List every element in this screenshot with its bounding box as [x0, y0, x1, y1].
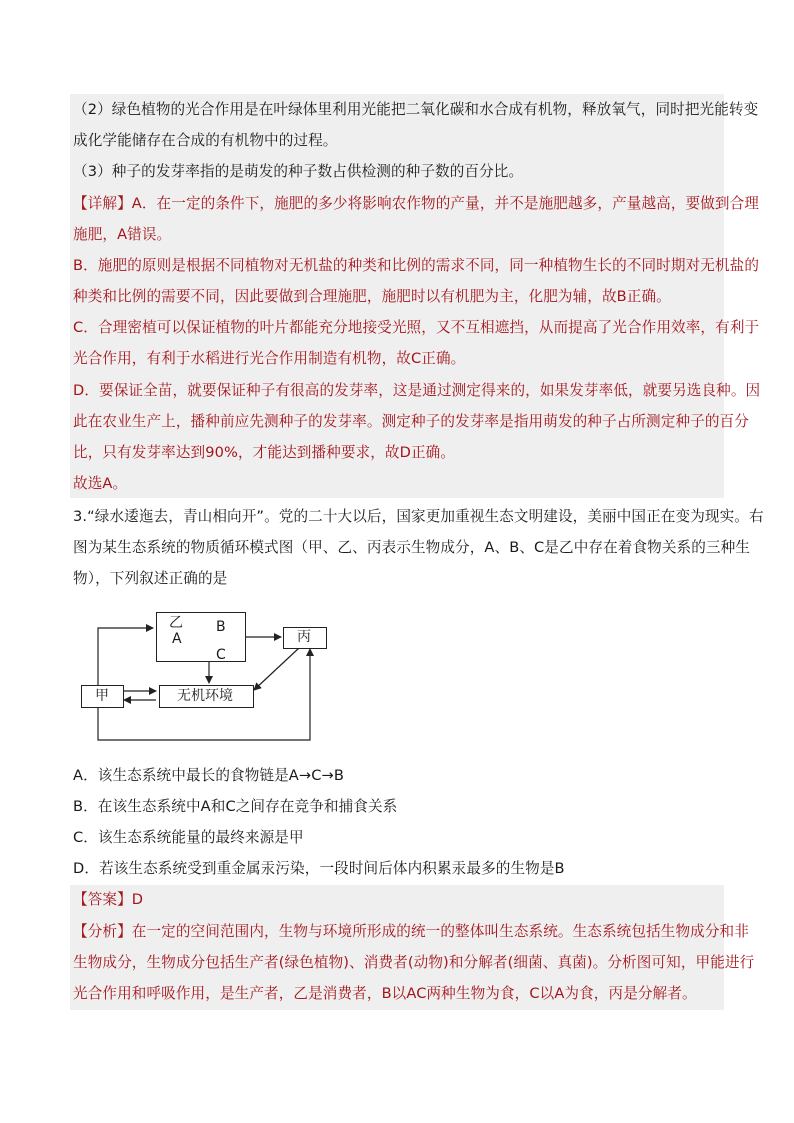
detail-b-line2: 种类和比例的需要不同，因此要做到合理施肥，施肥时以有机肥为主，化肥为辅，故B正确。: [73, 288, 671, 305]
detail-tag: 【详解】: [73, 195, 132, 212]
detail-a-text: A．在一定的条件下，施肥的多少将影响农作物的产量，并不是施肥越多，产量越高，要做到合理: [131, 195, 760, 212]
analysis-line2: 生物成分，生物成分包括生产者(绿色植物)、消费者(动物)和分解者(细菌、真菌)。分析图可知，甲能进行: [73, 954, 755, 971]
label-jia: 甲: [95, 688, 109, 704]
option-c: C．该生态系统能量的最终来源是甲: [73, 829, 304, 846]
label-environment: 无机环境: [177, 688, 233, 704]
node-c: C: [216, 647, 226, 663]
detail-d-line2: 此在农业生产上，播种前应先测种子的发芽率。测定种子的发芽率是指用萌发的种子占所测定种子的百分: [73, 413, 749, 430]
detail-a-line2: 施肥，A错误。: [73, 226, 172, 243]
node-b: B: [216, 619, 226, 635]
analysis-p2-line2: 成化学能储存在合成的有机物中的过程。: [73, 132, 338, 149]
answer-value: D: [131, 891, 144, 908]
analysis-tag: 【分析】: [73, 923, 132, 940]
analysis-line1: [73, 922, 749, 942]
detail-d-line3: 比，只有发芽率达到90%，才能达到播种要求，故D正确。: [73, 444, 456, 461]
answer-tag: 【答案】: [73, 891, 132, 908]
option-a: A．该生态系统中最长的食物链是A→C→B: [73, 767, 344, 784]
detail-c-line2: 光合作用，有利于水稻进行光合作用制造有机物，故C正确。: [73, 350, 466, 367]
analysis-text: 在一定的空间范围内，生物与环境所形成的统一的整体叫生态系统。生态系统包括生物成分和非: [131, 923, 749, 940]
option-b: B．在该生态系统中A和C之间存在竞争和捕食关系: [73, 798, 398, 815]
detail-d-line1: D．要保证全苗，就要保证种子有很高的发芽率，这是通过测定得来的，如果发芽率低，就要另选良种。因: [73, 382, 761, 399]
question3-stem-line3: 物），下列叙述正确的是: [73, 570, 228, 587]
analysis-p2-line1: （2）绿色植物的光合作用是在叶绿体里利用光能把二氧化碳和水合成有机物，释放氧气，同时把光能转变: [73, 101, 759, 118]
answer-line: [73, 890, 723, 910]
node-a: A: [172, 631, 182, 647]
detail-c-line1: C．合理密植可以保证植物的叶片都能充分地接受光照，又不互相遮挡，从而提高了光合作用效率，有利于: [73, 319, 760, 336]
label-bing: 丙: [297, 629, 311, 645]
analysis-p3-line1: （3）种子的发芽率指的是萌发的种子数占供检测的种子数的百分比。: [73, 163, 524, 180]
detail-conclusion: 故选A。: [73, 475, 128, 492]
question3-stem-line2: 图为某生态系统的物质循环模式图（甲、乙、丙表示生物成分，A、B、C是乙中存在着食物关系的三种生: [73, 539, 751, 556]
material-cycle-diagram: [78, 610, 338, 745]
question3-stem-line1: 3.“绿水逶迤去，青山相向开”。党的二十大以后，国家更加重视生态文明建设，美丽中国正在变为现实。右: [73, 508, 764, 525]
analysis-line3: 光合作用和呼吸作用，是生产者，乙是消费者，B以AC两种生物为食，C以A为食，丙是分解者。: [73, 985, 697, 1002]
label-yi: 乙: [169, 615, 183, 631]
option-d: D．若该生态系统受到重金属汞污染，一段时间后体内积累汞最多的生物是B: [73, 860, 565, 877]
detail-a-line1: [73, 194, 760, 214]
detail-b-line1: B．施肥的原则是根据不同植物对无机盐的种类和比例的需求不同，同一种植物生长的不同时期对无机盐的: [73, 257, 760, 274]
